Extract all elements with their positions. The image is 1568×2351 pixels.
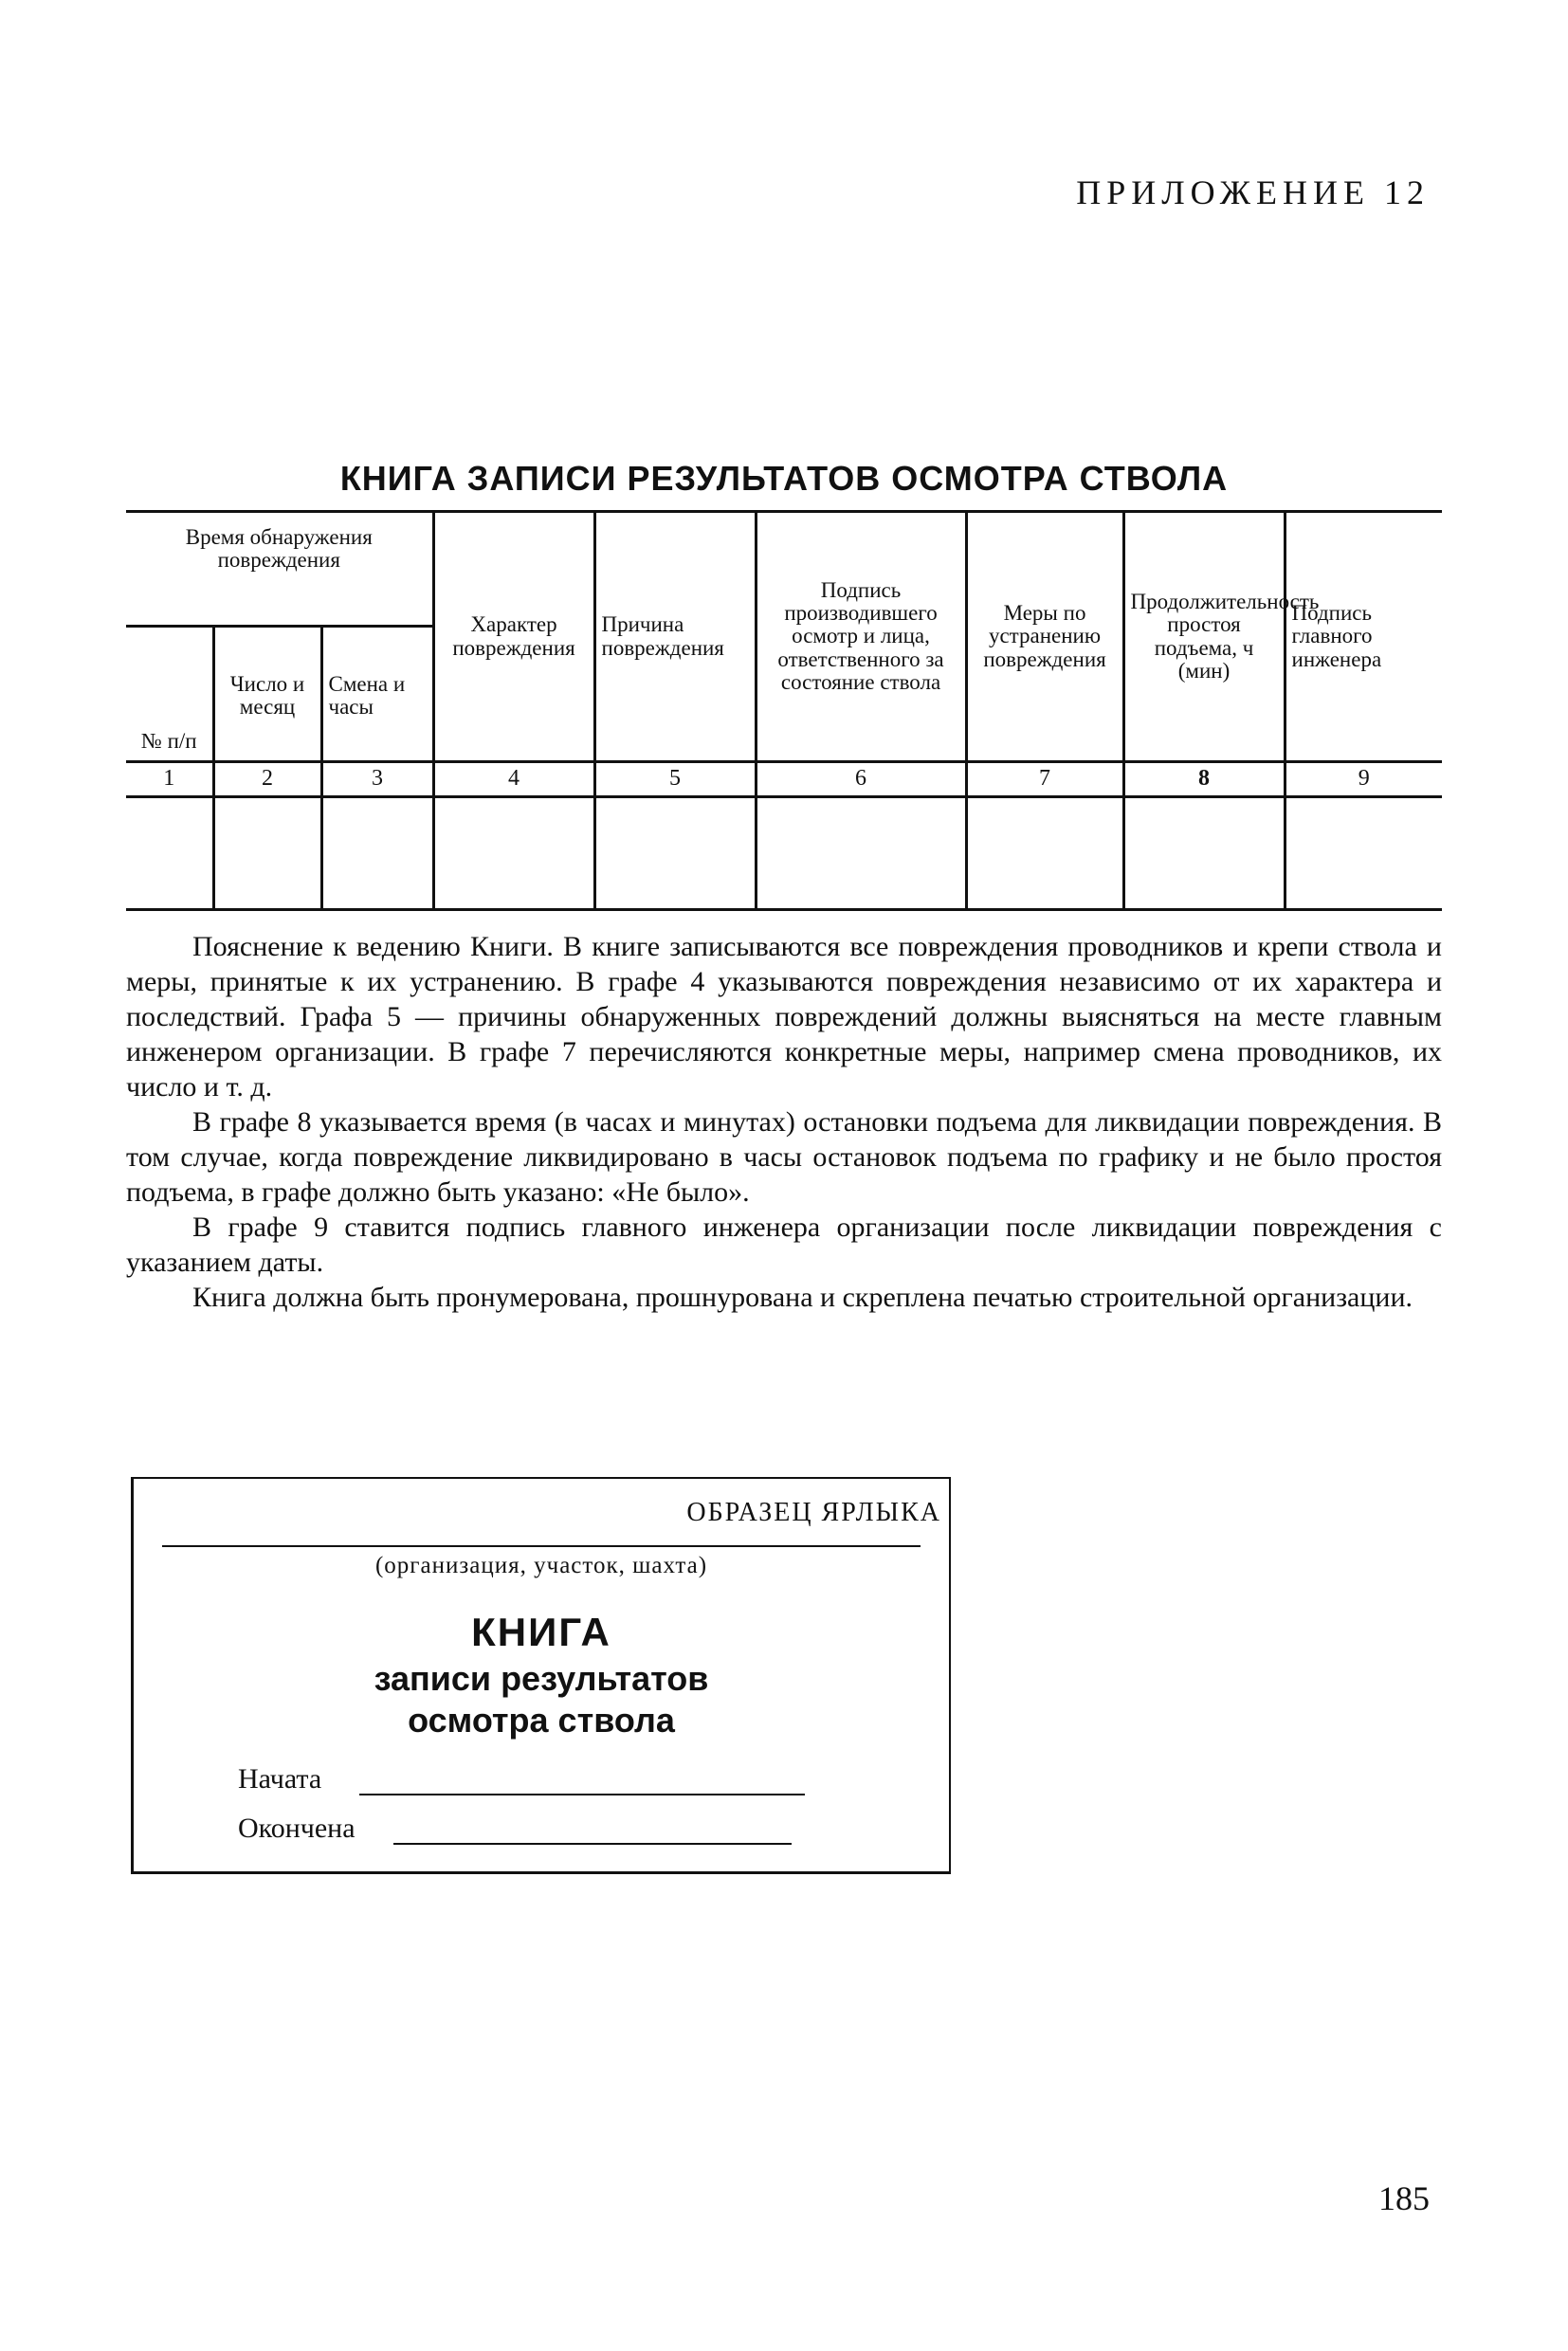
book-title: КНИГА ЗАПИСИ РЕЗУЛЬТАТОВ ОСМОТРА СТВОЛА	[339, 459, 1229, 498]
label-subtitle: осмотра ствола	[408, 1701, 675, 1740]
label-title: КНИГА	[471, 1610, 611, 1654]
appendix-label: ПРИЛОЖЕНИЕ 12	[1076, 173, 1430, 211]
organization-caption: (организация, участок, шахта)	[374, 1553, 708, 1578]
empty-cell	[1123, 797, 1285, 910]
column-number: 8	[1123, 762, 1285, 797]
table-row	[126, 797, 1442, 910]
cause-header: Причина повреждения	[594, 512, 756, 762]
empty-cell	[433, 797, 594, 910]
column-number: 3	[321, 762, 433, 797]
column-number: 7	[966, 762, 1123, 797]
note-paragraph: Пояснение к ведению Книги. В книге записываются все повреждения проводников и крепи ствола и меры, принятые к их устранению. В графе 4 указываются повреждения независимо от их характера и последствий. Графа 5 — причины обнаруженных повреждений должны выясняться на месте главным инженером организации. В графе 7 перечисляются конкретные меры, например смена проводников, их число и т. д.	[126, 931, 1442, 1103]
empty-cell	[756, 797, 966, 910]
note-paragraph: Книга должна быть пронумерована, прошнурована и скреплена печатью строительной организации.	[192, 1282, 1413, 1313]
label-subtitle: записи результатов	[374, 1659, 709, 1698]
column-number: 6	[756, 762, 966, 797]
column-number: 4	[433, 762, 594, 797]
column-number: 1	[126, 762, 213, 797]
started-blank-line	[359, 1794, 805, 1795]
finished-label: Окончена	[238, 1813, 356, 1844]
empty-cell	[1285, 797, 1442, 910]
measures-header: Меры по устранению повреждения	[966, 512, 1123, 762]
started-field	[238, 1763, 805, 1795]
signature-header: Подпись производившего осмотр и лица, ответственного за состояние ствола	[756, 512, 966, 762]
detection-time-header: Время обнаружения повреждения	[126, 512, 433, 627]
row-number-header: № п/п	[126, 627, 213, 762]
column-number: 2	[213, 762, 321, 797]
chief-signature-header: Подпись главного инженера	[1285, 512, 1442, 762]
explanation-notes	[126, 929, 1442, 1315]
empty-cell	[126, 797, 213, 910]
empty-cell	[594, 797, 756, 910]
organization-line	[162, 1545, 921, 1547]
nature-header: Характер повреждения	[433, 512, 594, 762]
empty-cell	[321, 797, 433, 910]
inspection-log-table	[126, 510, 1442, 911]
note-paragraph: В графе 9 ставится подпись главного инженера организации после ликвидации повреждения с указанием даты.	[126, 1212, 1442, 1278]
duration-header: Продолжительность простоя подъема, ч (мин)	[1123, 512, 1285, 762]
started-label: Начата	[238, 1763, 322, 1795]
finished-field	[238, 1813, 792, 1845]
page-number: 185	[1378, 2179, 1430, 2217]
shift-header: Смена и часы	[321, 627, 433, 762]
column-number: 9	[1285, 762, 1442, 797]
label-sample-heading: ОБРАЗЕЦ ЯРЛЫКА	[686, 1498, 941, 1527]
column-number: 5	[594, 762, 756, 797]
empty-cell	[213, 797, 321, 910]
note-paragraph: В графе 8 указывается время (в часах и минутах) остановки подъема для ликвидации повреждения. В том случае, когда повреждение ликвидировано в часы остановок подъема по графику и не было простоя подъема, в графе должно быть указано: «Не было».	[126, 1106, 1442, 1208]
finished-blank-line	[393, 1843, 792, 1845]
empty-cell	[966, 797, 1123, 910]
date-header: Число и месяц	[213, 627, 321, 762]
label-sample	[131, 1477, 951, 1874]
